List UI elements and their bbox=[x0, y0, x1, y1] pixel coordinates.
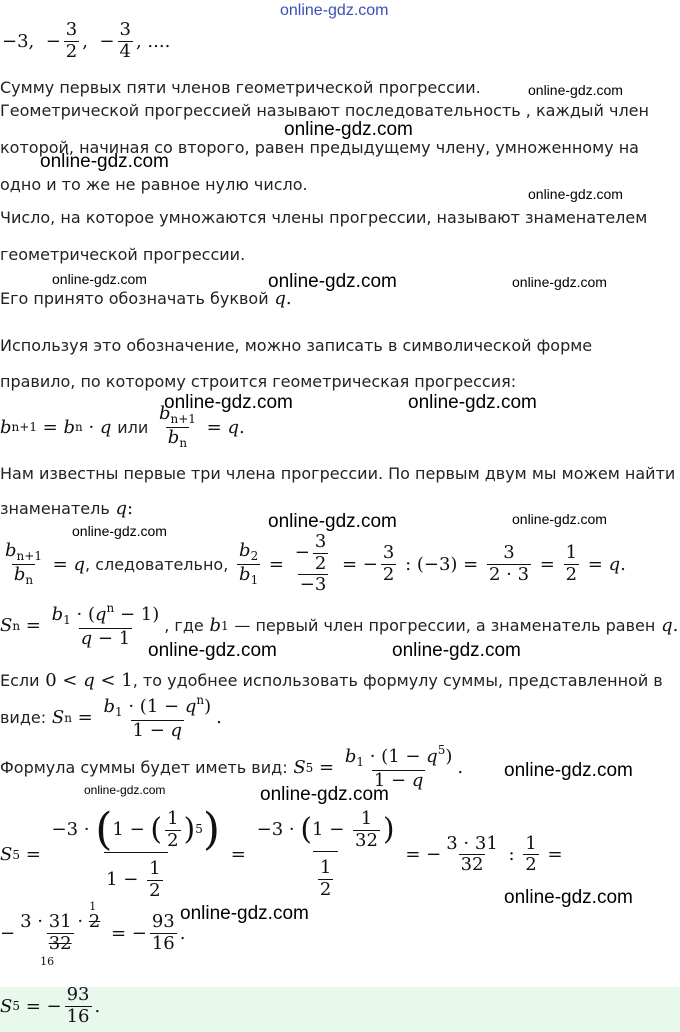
answer-formula: S 5 = − $\frac{93}{16}$ . bbox=[0, 984, 101, 1027]
sum-formula-alt: виде: S n = $\frac{b_1 \cdot (1 - q^n)}{1 - q}$ . bbox=[0, 693, 222, 741]
rule-line-1: Используя это обозначение, можно записать в символической форме bbox=[0, 336, 593, 355]
definition-line-3: одно и то же не равное нулю число. bbox=[0, 175, 308, 194]
recurrence-formula: b n+1 = b n · q или $\frac{b_{n+1}}{b_n}$ = q . bbox=[0, 403, 245, 450]
formula-text: Формула суммы будет иметь вид: bbox=[0, 758, 288, 778]
ratio-computation: $\frac{b_{n+1}}{b_n}$ = q , следовательно, $\frac{b_2}{b_1}$ = − $\frac{3}{2}$ −3 = − $\frac{3}{2}$ : (−3) = $\frac{3}{2 \cdot 3}$ = $\frac{1}{2}$ = q . bbox=[5, 531, 626, 596]
watermark: online-gdz.com bbox=[284, 119, 413, 140]
watermark: online-gdz.com bbox=[84, 783, 166, 797]
or-text: или bbox=[117, 417, 149, 437]
rule-line-2: правило, по которому строится геометрическая прогрессия: bbox=[0, 372, 517, 391]
sequence-formula: −3, − $\frac{3}{2}$ , − $\frac{3}{4}$ , .... bbox=[2, 19, 171, 62]
answer-box bbox=[0, 984, 680, 1032]
watermark: online-gdz.com bbox=[512, 274, 607, 290]
condition-line: Если 0 < q < 1 , то удобнее использовать формулу суммы, представленной в bbox=[0, 670, 663, 691]
watermark: online-gdz.com bbox=[164, 392, 293, 413]
ratio-word: знаменатель bbox=[0, 499, 110, 518]
watermark: online-gdz.com bbox=[392, 640, 521, 661]
seq-ellipsis: , .... bbox=[135, 30, 171, 52]
seq-comma: , bbox=[82, 30, 88, 52]
known-line-1: Нам известны первые три члена прогрессии. По первым двум мы можем найти bbox=[0, 464, 676, 483]
watermark: online-gdz.com bbox=[180, 903, 309, 924]
denote-text: Его принято обозначать буквой bbox=[0, 289, 269, 308]
cancel-mark-bottom: 16 bbox=[40, 955, 55, 969]
s5-calculation: S 5 = −3 · ( 1 − ( $\frac{1}{2}$ ) 5 ) 1 − $\frac{1}{2}$ = −3 · ( 1 − $\frac{1}{32}$ ) $\frac{1}{2}$ = − $\frac{3 \cdot 31}{32}$ : $\frac{1}{2}$ = bbox=[0, 804, 563, 901]
first-term-text: — первый член прогрессии, а знаменатель равен bbox=[234, 616, 656, 636]
seq-first-term: −3, bbox=[2, 30, 35, 52]
watermark: online-gdz.com bbox=[260, 784, 389, 805]
definition-line-2: которой, начиная со второго, равен предыдущему члену, умноженному на bbox=[0, 138, 639, 157]
therefore-text: , следовательно, bbox=[85, 554, 229, 574]
definition-line-1: Геометрической прогрессией называют последовательность , каждый член bbox=[0, 101, 649, 120]
known-line-2: знаменатель q : bbox=[0, 498, 134, 519]
watermark: online-gdz.com bbox=[268, 511, 397, 532]
watermark: online-gdz.com bbox=[528, 82, 623, 98]
watermark: online-gdz.com bbox=[52, 271, 147, 287]
watermark: online-gdz.com bbox=[268, 271, 397, 292]
condition-rest-text: , то удобнее использовать формулу суммы, представленной в bbox=[132, 671, 663, 690]
ratio-line-2: геометрической прогрессии. bbox=[0, 245, 246, 264]
watermark: online-gdz.com bbox=[504, 887, 633, 908]
watermark: online-gdz.com bbox=[512, 511, 607, 527]
watermark: online-gdz.com bbox=[280, 2, 389, 19]
watermark: online-gdz.com bbox=[504, 760, 633, 781]
watermark: online-gdz.com bbox=[40, 151, 169, 172]
intro-text: Сумму первых пяти членов геометрической прогрессии. bbox=[0, 78, 481, 97]
watermark: online-gdz.com bbox=[148, 640, 277, 661]
reduction-line: − 3 · 31 · 2 32 1 16 = − $\frac{93}{16}$ . bbox=[0, 900, 186, 969]
denote-line: Его принято обозначать буквой q . bbox=[0, 288, 292, 309]
watermark: online-gdz.com bbox=[408, 392, 537, 413]
view-text: виде: bbox=[0, 708, 47, 728]
sum-formula-general: S n = $\frac{b_1 \cdot (q^n - 1)}{q - 1}$ , где b 1 — первый член прогрессии, а знаменатель равен q . bbox=[0, 601, 679, 649]
ratio-line-1: Число, на которое умножаются члены прогрессии, называют знаменателем bbox=[0, 208, 648, 227]
cancel-mark-top: 1 bbox=[89, 900, 97, 913]
if-text: Если bbox=[0, 671, 40, 690]
watermark: online-gdz.com bbox=[72, 523, 167, 539]
sum-formula-s5: Формула суммы будет иметь вид: S 5 = $\frac{b_1 \cdot (1 - q^5)}{1 - q}$ . bbox=[0, 743, 464, 791]
where-text: , где bbox=[164, 616, 204, 636]
watermark: online-gdz.com bbox=[528, 186, 623, 202]
